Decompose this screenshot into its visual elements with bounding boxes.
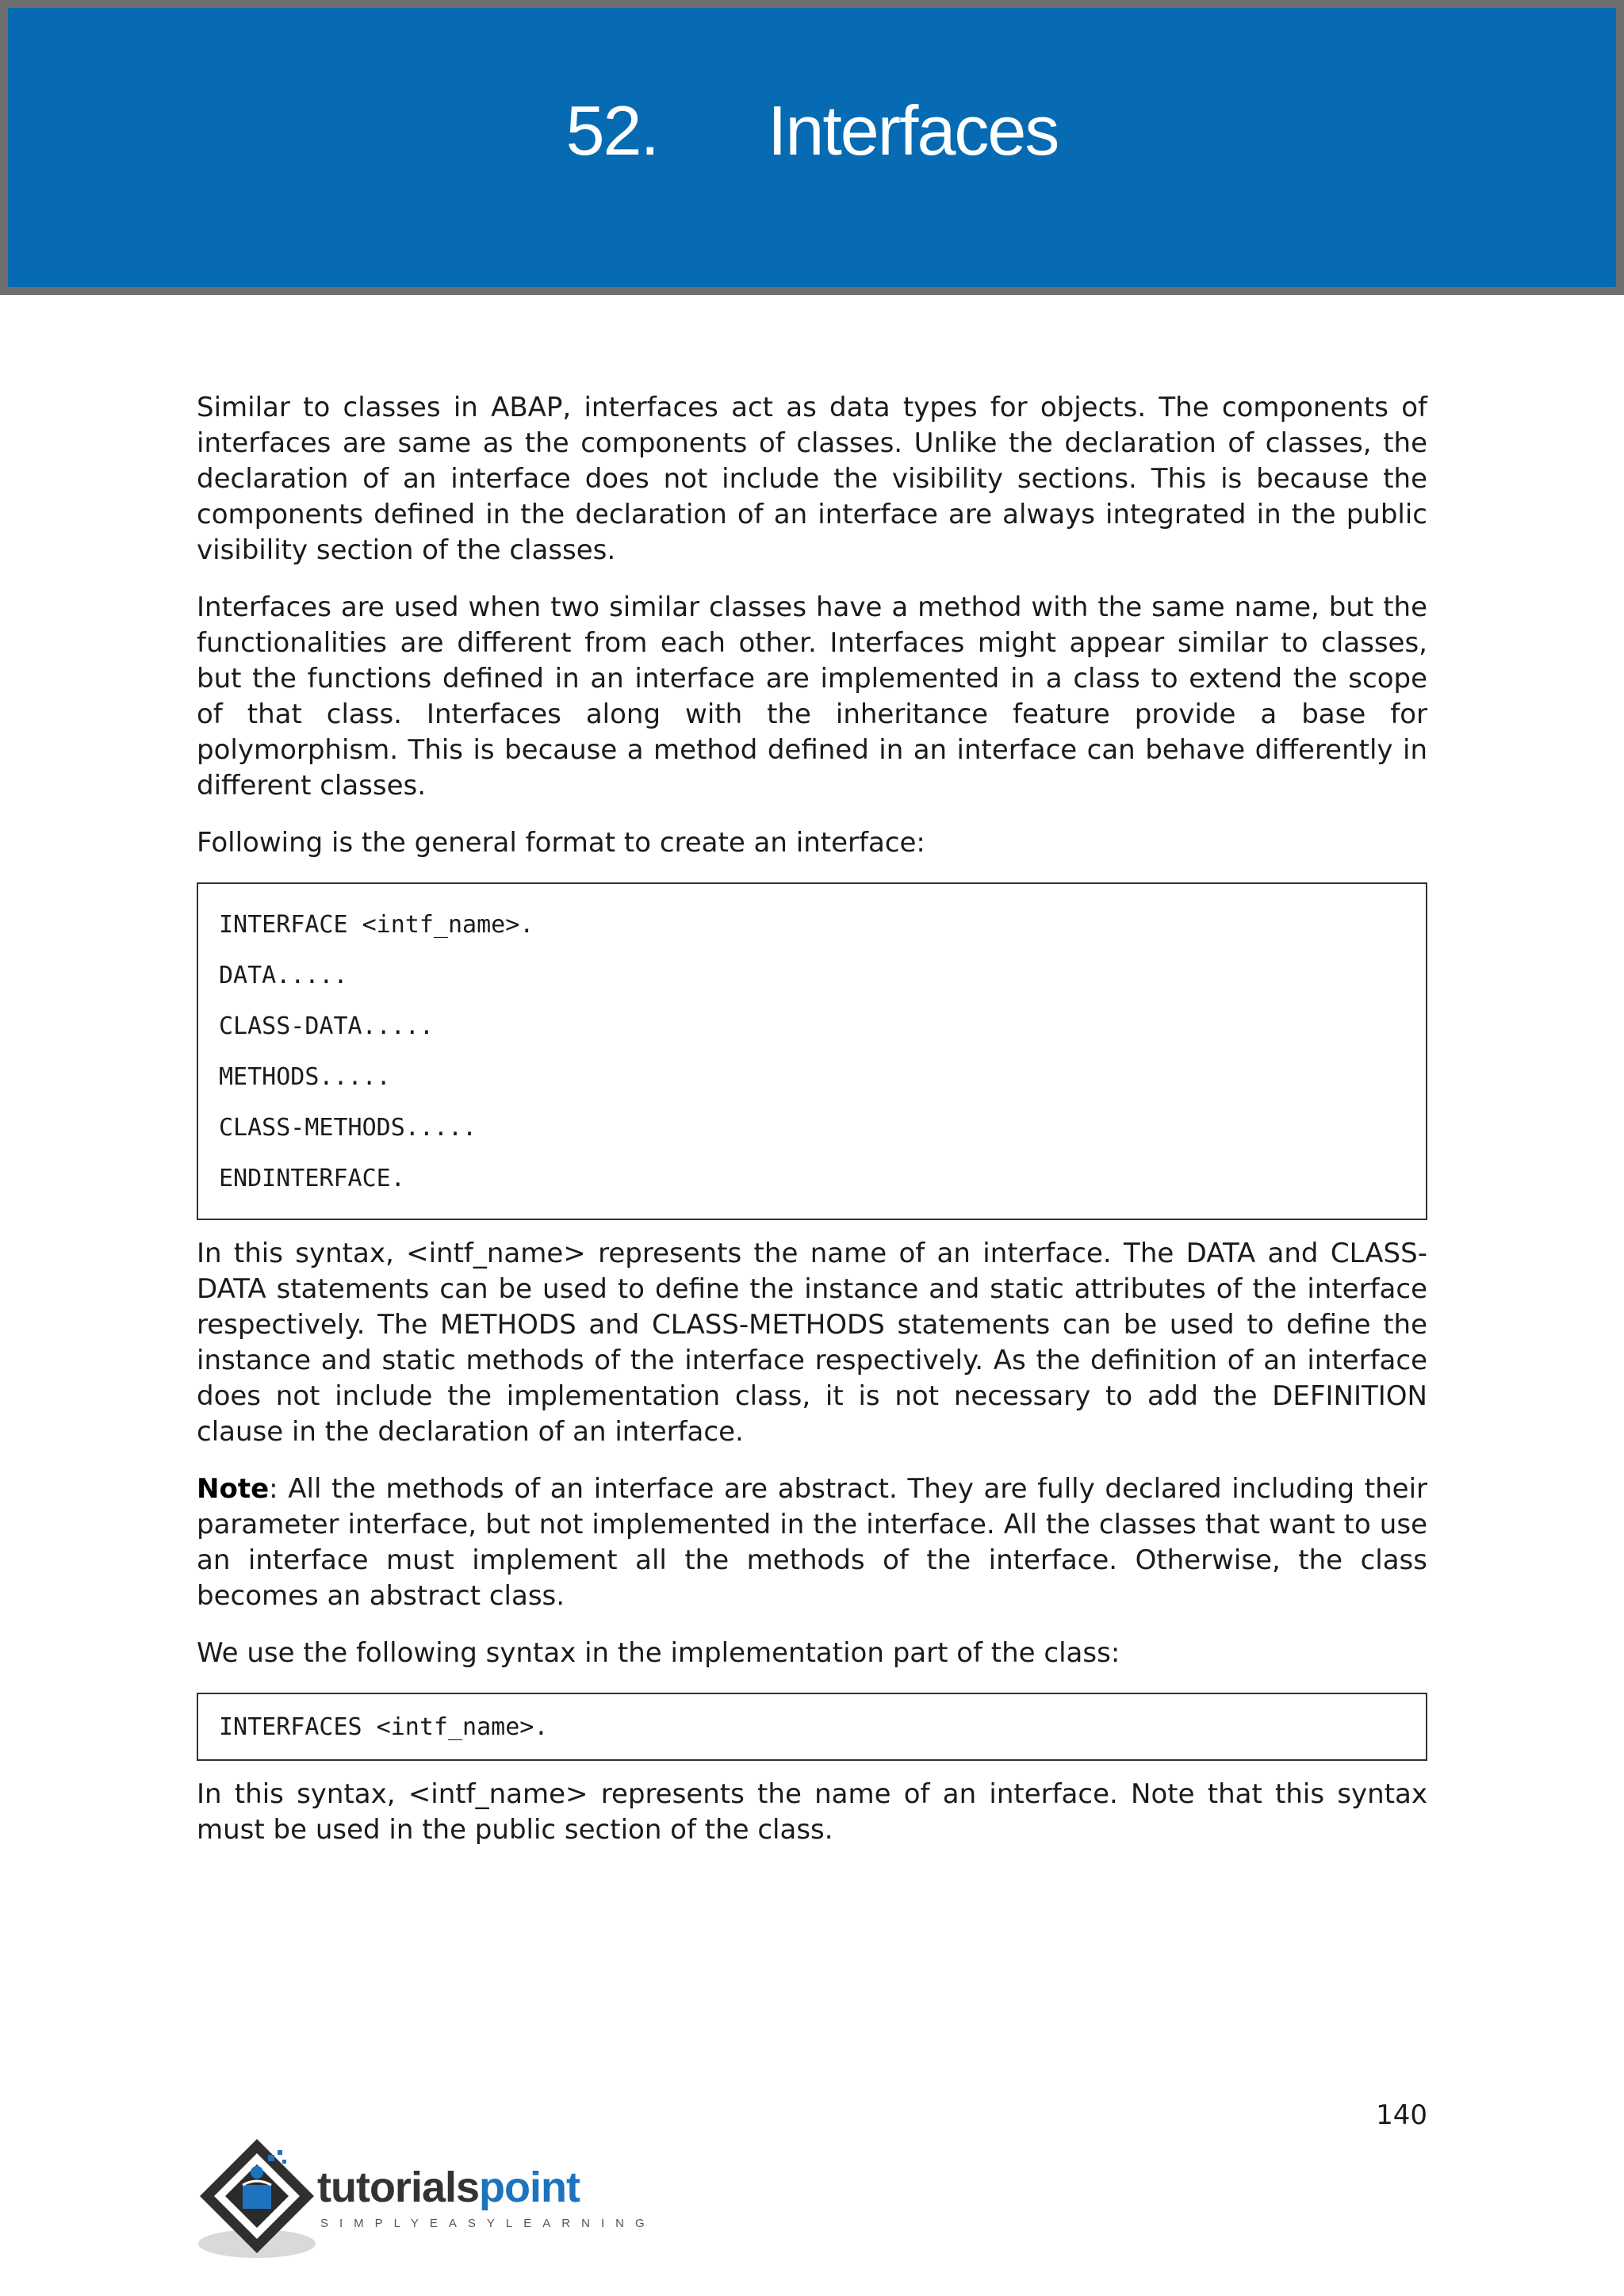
paragraph-format-intro: Following is the general format to create an interface:: [197, 827, 925, 859]
chapter-header: [0, 0, 1624, 295]
chapter-name: Interfaces: [767, 91, 1059, 170]
code-line: CLASS-METHODS.....: [219, 1114, 477, 1142]
note-label: Note: [197, 1473, 270, 1505]
note-text: : All the methods of an interface are abstract. They are fully declared including their parameter interface, but not implemented in the interface. All the classes that want to use an interface must implement all the methods of the interface. Otherwise, the class becomes an abstract class.: [197, 1473, 1427, 1612]
code-line: CLASS-DATA.....: [219, 1012, 434, 1040]
paragraph-implementation-intro: We use the following syntax in the implementation part of the class:: [197, 1637, 1120, 1669]
tutorialspoint-logo: [195, 2133, 656, 2264]
paragraph-usage: Interfaces are used when two similar classes have a method with the same name, but the functionalities are different from each other. Interfaces might appear similar to classes, but the functions defined in an interface are implemented in a class to extend the scope of that class. Interfaces along with the inheritance feature provide a base for polymorphism. This is because a method defined in an interface can behave differently in different classes.: [197, 591, 1427, 802]
paragraph-note: [197, 1471, 1427, 1614]
logo-wordmark-dark: tutorials: [317, 2164, 480, 2211]
tutorialspoint-logo-icon: [195, 2133, 330, 2264]
code-line: ENDINTERFACE.: [219, 1165, 405, 1192]
page-content: [197, 390, 1427, 1869]
logo-wordmark-accent: point: [479, 2164, 580, 2211]
code-block-interface-format: [197, 882, 1427, 1220]
code-line: DATA.....: [219, 962, 348, 989]
code-line: METHODS.....: [219, 1063, 391, 1091]
paragraph-syntax-explanation: In this syntax, <intf_name> represents the name of an interface. The DATA and CLASS-DATA statements can be used to define the instance and static attributes of the interface respectively. The METHODS and CLASS-METHODS statements can be used to define the instance and static methods of the interface respectively. As the definition of an interface does not include the implementation class, it is not necessary to add the DEFINITION clause in the declaration of an interface.: [197, 1238, 1427, 1448]
code-block-interfaces-statement: [197, 1693, 1427, 1761]
logo-wordmark: [317, 2163, 580, 2212]
paragraph-intro: Similar to classes in ABAP, interfaces act as data types for objects. The components of interfaces are same as the components of classes. Unlike the declaration of classes, the declaration of an interface does not include the visibility sections. This is because the components defined in the declaration of an interface are always integrated in the public visibility section of the classes.: [197, 392, 1427, 566]
chapter-title: [8, 90, 1616, 171]
chapter-header-band: [8, 8, 1616, 287]
code-line: INTERFACES <intf_name>.: [219, 1713, 549, 1741]
logo-tagline: SIMPLYEASYLEARNING: [320, 2217, 656, 2230]
code-line: INTERFACE <intf_name>.: [219, 911, 534, 939]
paragraph-public-section: In this syntax, <intf_name> represents the name of an interface. Note that this syntax must be used in the public section of the class.: [197, 1778, 1427, 1846]
page-number: 140: [1376, 2099, 1427, 2131]
chapter-number: 52.: [565, 91, 658, 170]
